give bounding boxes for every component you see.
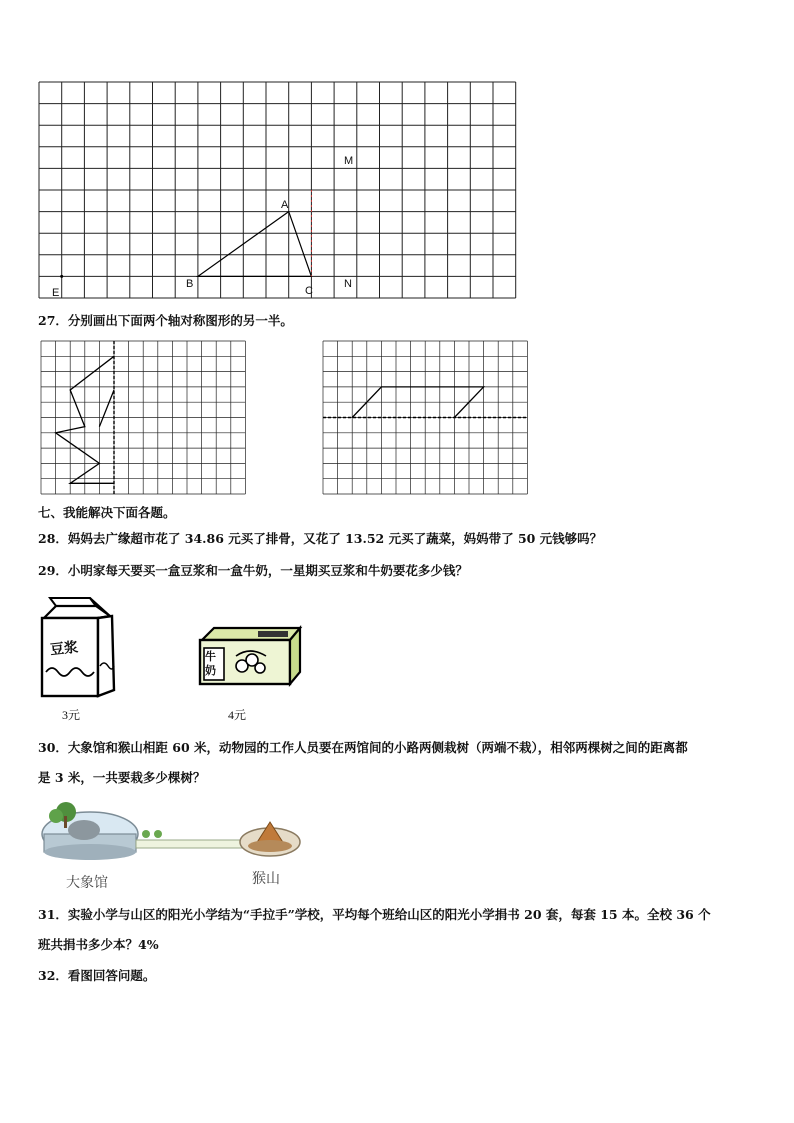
grid1-svg xyxy=(0,0,794,310)
point-label-n: N xyxy=(344,278,352,290)
zoo-path-illustration xyxy=(38,798,308,894)
point-label-a: A xyxy=(281,199,289,211)
symmetry-grid-left xyxy=(38,338,258,498)
soymilk-price: 3元 xyxy=(62,708,81,722)
symmetry-grid-right xyxy=(320,338,540,498)
question-30-line2: 是 3 米，一共要栽多少棵树？ xyxy=(38,770,206,785)
question-28: 28．妈妈去广缘超市花了 34.86 元买了排骨，又花了 13.52 元买了蔬菜，妈妈带了 50 元钱够吗？ xyxy=(38,531,603,546)
point-label-b: B xyxy=(186,278,194,290)
point-label-c: C xyxy=(305,285,313,297)
elephant-house-label: 大象馆 xyxy=(66,875,108,891)
question-31-line2: 班共捐书多少本？4% xyxy=(38,937,159,952)
question-32: 32．看图回答问题。 xyxy=(38,968,156,983)
point-e xyxy=(60,275,63,278)
point-label-e: E xyxy=(52,287,60,299)
question-31-line1: 31．实验小学与山区的阳光小学结为“手拉手”学校，平均每个班给山区的阳光小学捐书 20 套，每套 15 本。全校 36 个 xyxy=(38,907,711,922)
soymilk-carton-illustration xyxy=(38,592,118,700)
point-label-m: M xyxy=(344,155,354,167)
question-30-line1: 30．大象馆和猴山相距 60 米，动物园的工作人员要在两馆间的小路两侧栽树（两端不栽），相邻两棵树之间的距离都 xyxy=(38,740,688,755)
milk-price: 4元 xyxy=(228,708,247,722)
half-figure-segment xyxy=(99,390,114,427)
grid-figure-1 xyxy=(0,0,794,310)
section-7-heading: 七、我能解决下面各题。 xyxy=(38,505,176,520)
question-27: 27．分别画出下面两个轴对称图形的另一半。 xyxy=(38,313,293,328)
triangle-abc xyxy=(198,212,312,277)
question-29: 29．小明家每天要买一盒豆浆和一盒牛奶，一星期买豆浆和牛奶要花多少钱？ xyxy=(38,563,468,578)
milk-box-text: 牛奶 xyxy=(205,650,216,677)
milk-box-illustration xyxy=(196,622,308,688)
soymilk-carton-text: 豆浆 xyxy=(49,639,79,659)
monkey-hill-label: 猴山 xyxy=(252,871,280,887)
